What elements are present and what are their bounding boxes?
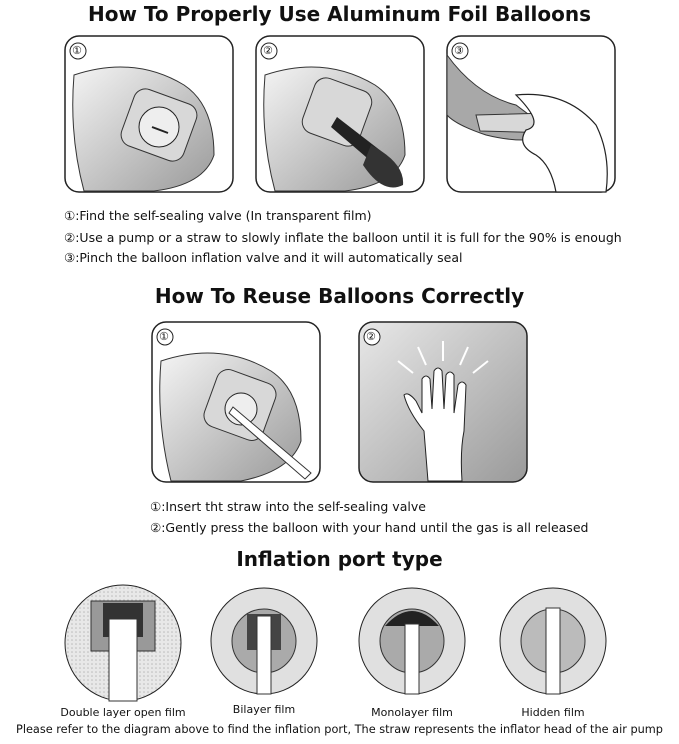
section2-title: How To Reuse Balloons Correctly <box>154 284 525 308</box>
reuse-step1-text: ①:Insert tht straw into the self-sealing valve <box>150 499 426 514</box>
reuse-step2-text: ②:Gently press the balloon with your hand until the gas is all released <box>150 520 589 535</box>
port-double-layer-open-film <box>63 583 183 703</box>
step3-text: ③:Pinch the balloon inflation valve and it will automatically seal <box>64 250 463 265</box>
reuse-straw-illustration <box>151 321 321 483</box>
port-label: Monolayer film <box>371 706 453 719</box>
step3-pinch-illustration <box>446 35 616 193</box>
step2-text: ②:Use a pump or a straw to slowly inflate the balloon until it is full for the 90% is enough <box>64 230 622 245</box>
reuse-panel1-number: ① <box>159 330 169 343</box>
port-hidden-film <box>498 586 608 696</box>
reuse-press-illustration <box>358 321 528 483</box>
port-monolayer-film <box>357 586 467 696</box>
section1-title: How To Properly Use Aluminum Foil Balloons <box>87 2 592 26</box>
step1-text: ①:Find the self-sealing valve (In transparent film) <box>64 208 372 223</box>
footer-note: Please refer to the diagram above to find the inflation port, The straw represents the inflator head of the air pump <box>16 723 663 736</box>
port-label: Hidden film <box>521 706 585 719</box>
step1-valve-illustration <box>64 35 234 193</box>
step2-pump-illustration <box>255 35 425 193</box>
port-bilayer-film <box>209 586 319 696</box>
section3-title: Inflation port type <box>236 547 443 571</box>
panel1-number: ① <box>72 44 82 57</box>
reuse-panel2-number: ② <box>366 330 376 343</box>
port-label: Bilayer film <box>232 703 296 716</box>
panel2-number: ② <box>263 44 273 57</box>
panel3-number: ③ <box>454 44 464 57</box>
port-label: Double layer open film <box>60 706 186 719</box>
